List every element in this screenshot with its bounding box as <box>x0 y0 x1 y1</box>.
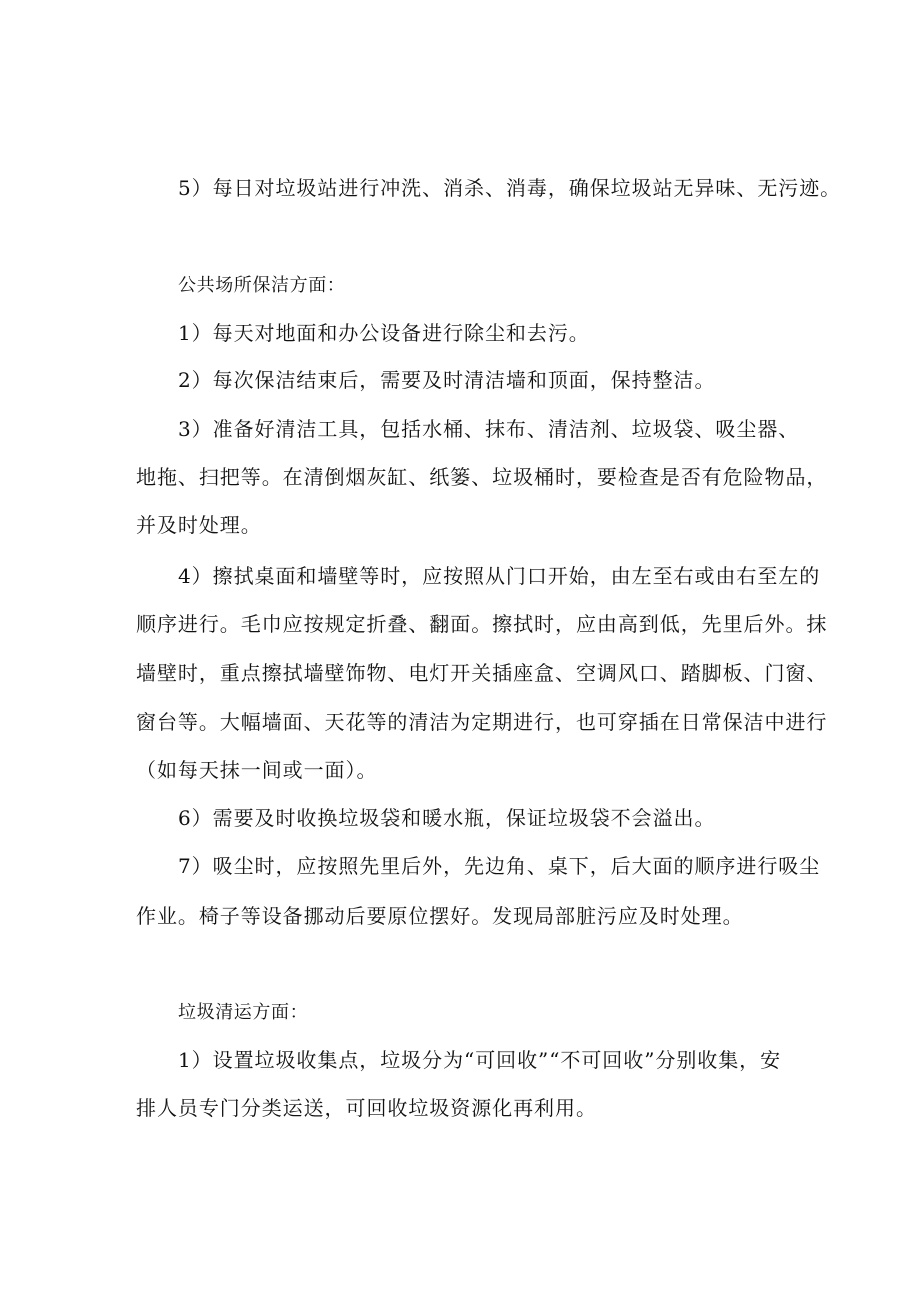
section-heading: 公共场所保洁方面： <box>178 275 346 296</box>
paragraph-line: 7）吸尘时，应按照先里后外，先边角、桌下，后大面的顺序进行吸尘 <box>178 854 821 878</box>
paragraph-line: 墙壁时，重点擦拭墙壁饰物、电灯开关插座盒、空调风口、踏脚板、门窗、 <box>136 661 828 685</box>
paragraph-line: 并及时处理。 <box>136 513 262 537</box>
paragraph-line: 6）需要及时收换垃圾袋和暖水瓶，保证垃圾袋不会溢出。 <box>178 806 716 830</box>
paragraph-line: 地拖、扫把等。在清倒烟灰缸、纸篓、垃圾桶时，要检查是否有危险物品， <box>136 465 828 489</box>
paragraph-line: 排人员专门分类运送，可回收垃圾资源化再利用。 <box>136 1096 597 1120</box>
paragraph-line: （如每天抹一间或一面）。 <box>136 758 378 782</box>
paragraph-line: 1）设置垃圾收集点，垃圾分为“可回收”“不可回收”分别收集，安 <box>178 1048 782 1072</box>
paragraph-line: 2）每次保洁结束后，需要及时清洁墙和顶面，保持整洁。 <box>178 368 716 392</box>
paragraph-line: 作业。椅子等设备挪动后要原位摆好。发现局部脏污应及时处理。 <box>136 904 744 928</box>
paragraph-line: 顺序进行。毛巾应按规定折叠、翻面。擦拭时，应由高到低，先里后外。抹 <box>136 612 828 636</box>
section-heading: 垃圾清运方面： <box>178 1002 309 1023</box>
paragraph-line: 1）每天对地面和办公设备进行除尘和去污。 <box>178 321 590 345</box>
paragraph-line: 窗台等。大幅墙面、天花等的清洁为定期进行，也可穿插在日常保洁中进行 <box>136 710 828 734</box>
paragraph-line: 3）准备好清洁工具，包括水桶、抹布、清洁剂、垃圾袋、吸尘器、 <box>178 417 800 441</box>
paragraph-line: 4）擦拭桌面和墙壁等时，应按照从门口开始，由左至右或由右至左的 <box>178 564 821 588</box>
paragraph-line: 5）每日对垃圾站进行冲洗、消杀、消毒，确保垃圾站无异味、无污迹。 <box>178 176 842 200</box>
